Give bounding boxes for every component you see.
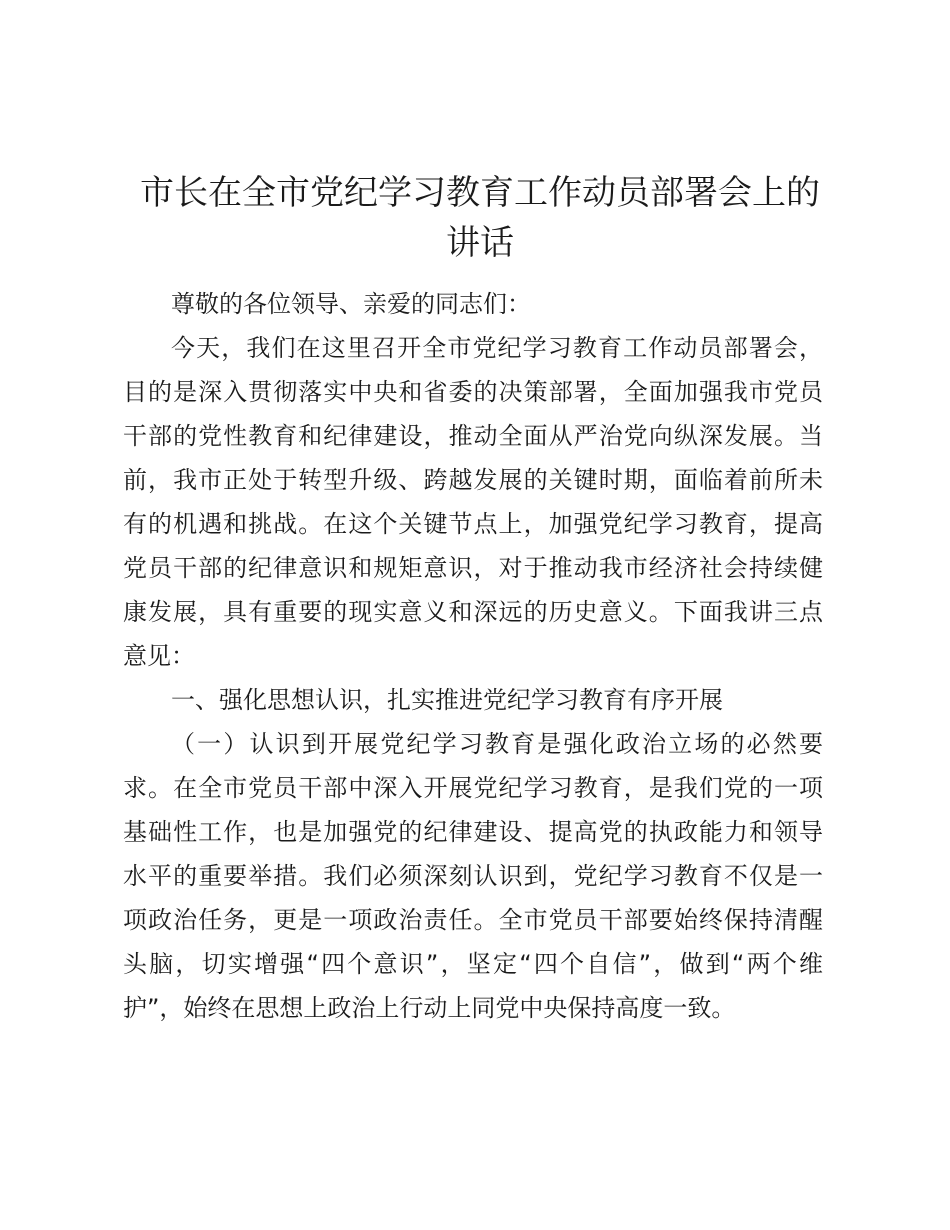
body-text-line: 意见： xyxy=(123,642,195,670)
body-text-line: 今天，我们在这里召开全市党纪学习教育工作动员部署会， xyxy=(171,334,823,362)
document-title xyxy=(120,168,840,268)
body-text-line: 目的是深入贯彻落实中央和省委的决策部署，全面加强我市党员 xyxy=(123,378,823,406)
body-text-line: 基础性工作，也是加强党的纪律建设、提高党的执政能力和领导 xyxy=(123,818,823,846)
body-text-line: 求。在全市党员干部中深入开展党纪学习教育，是我们党的一项 xyxy=(123,774,823,802)
title-line-2: 讲话 xyxy=(446,223,514,263)
body-text-line: 前，我市正处于转型升级、跨越发展的关键时期，面临着前所未 xyxy=(123,466,823,494)
body-text-line: 护”，始终在思想上政治上行动上同党中央保持高度一致。 xyxy=(123,994,736,1022)
body-text-line: （一）认识到开展党纪学习教育是强化政治立场的必然要 xyxy=(171,730,823,758)
body-text-line: 项政治任务，更是一项政治责任。全市党员干部要始终保持清醒 xyxy=(123,906,823,934)
body-text-line: 党员干部的纪律意识和规矩意识，对于推动我市经济社会持续健 xyxy=(123,554,823,582)
body-text-line: 干部的党性教育和纪律建设，推动全面从严治党向纵深发展。当 xyxy=(123,422,823,450)
body-text-line: 康发展，具有重要的现实意义和深远的历史意义。下面我讲三点 xyxy=(123,598,823,626)
body-text-line: 一、强化思想认识，扎实推进党纪学习教育有序开展 xyxy=(171,686,723,714)
body-text-line: 尊敬的各位领导、亲爱的同志们： xyxy=(171,290,531,318)
title-line-1: 市长在全市党纪学习教育工作动员部署会上的 xyxy=(140,173,820,213)
document-body xyxy=(123,284,823,1032)
body-text-line: 头脑，切实增强“四个意识”，坚定“四个自信”，做到“两个维 xyxy=(123,950,823,978)
body-text-line: 水平的重要举措。我们必须深刻认识到，党纪学习教育不仅是一 xyxy=(123,862,823,890)
body-text-line: 有的机遇和挑战。在这个关键节点上，加强党纪学习教育，提高 xyxy=(123,510,823,538)
